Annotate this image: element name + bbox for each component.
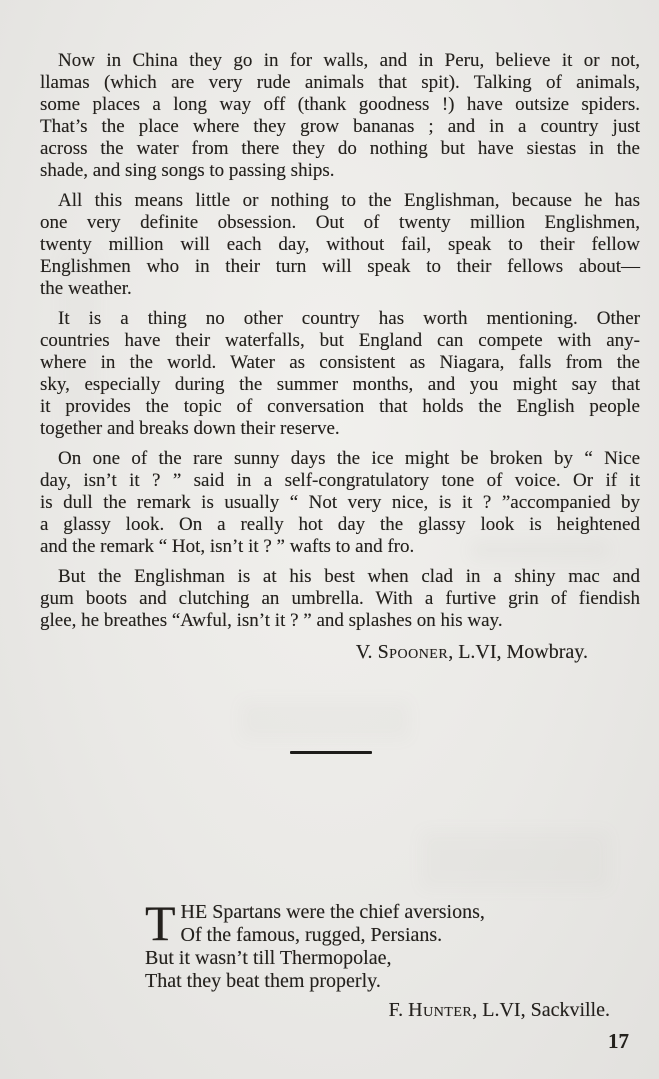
paragraph	[40, 566, 640, 632]
text-line: a glassy look. On a really hot day the glassy look is heightened	[40, 514, 640, 535]
text-line: the weather.	[40, 278, 132, 299]
text-line: and the remark “ Hot, isn’t it ? ” wafts to and fro.	[40, 536, 415, 557]
attribution-name: Hunter	[408, 999, 473, 1021]
page-number: 17	[608, 1029, 629, 1053]
text-line: It is a thing no other country has worth mentioning. Other	[58, 308, 640, 329]
text-line: llamas (which are very rude animals that spit). Talking of animals,	[40, 72, 640, 93]
text-line: Englishmen who in their turn will speak to their fellows about—	[40, 256, 640, 277]
text-line: gum boots and clutching an umbrella. With a furtive grin of fiendish	[40, 588, 640, 609]
text-line: where in the world. Water as consistent as Niagara, falls from the	[40, 352, 640, 373]
text-line: glee, he breathes “Awful, isn’t it ? ” and splashes on his way.	[40, 610, 503, 631]
text-line: shade, and sing songs to passing ships.	[40, 160, 335, 181]
paragraph	[40, 448, 640, 558]
text-line: it provides the topic of conversation that holds the English people	[40, 396, 640, 417]
text-line: That’s the place where they grow bananas ; and in a country just	[40, 116, 640, 137]
poem-body	[145, 895, 610, 993]
text-line: one very definite obsession. Out of twenty million Englishmen,	[40, 212, 640, 233]
text-line: day, isn’t it ? ” said in a self-congratulatory tone of voice. Or if it	[40, 470, 640, 491]
paper-smudge	[240, 700, 410, 740]
poem-line: But it wasn’t till Thermopolae,	[145, 947, 392, 969]
poem-line: That they beat them properly.	[145, 970, 381, 992]
text-line: twenty million will each day, without fail, speak to their fellow	[40, 234, 640, 255]
paragraph	[40, 50, 640, 182]
poem-lines	[145, 895, 610, 993]
poem-line: Of the famous, rugged, Persians.	[180, 924, 443, 946]
text-line: together and breaks down their reserve.	[40, 418, 340, 439]
attribution-rest: , L.VI, Mowbray.	[448, 641, 588, 663]
text-line: On one of the rare sunny days the ice might be broken by “ Nice	[58, 448, 640, 469]
poem-line: HE Spartans were the chief aversions,	[180, 901, 485, 923]
paragraph	[40, 308, 640, 440]
text-line: countries have their waterfalls, but England can compete with any-	[40, 330, 640, 351]
poem-drop-cap: T	[145, 895, 176, 951]
text-line: sky, especially during the summer months, and you might say that	[40, 374, 640, 395]
attribution-rest: , L.VI, Sackville.	[472, 999, 610, 1021]
paragraph	[40, 190, 640, 300]
article-the-weather	[40, 50, 640, 663]
paper-smudge	[420, 830, 610, 890]
attribution-name: Spooner	[377, 641, 449, 663]
text-line: But the Englishman is at his best when clad in a shiny mac and	[58, 566, 640, 587]
article-paragraphs	[40, 50, 640, 632]
poem-attribution	[145, 999, 610, 1022]
text-line: across the water from there they do nothing but have siestas in the	[40, 138, 640, 159]
text-line: some places a long way off (thank goodness !) have outsize spiders.	[40, 94, 640, 115]
section-divider	[290, 751, 372, 754]
poem-spartans	[145, 895, 610, 1022]
text-line: All this means little or nothing to the Englishman, because he has	[58, 190, 640, 211]
text-line: Now in China they go in for walls, and in Peru, believe it or not,	[58, 50, 640, 71]
text-line: is dull the remark is usually “ Not very nice, is it ? ”accompanied by	[40, 492, 640, 513]
attribution-initial: V.	[355, 641, 378, 663]
article-attribution	[40, 641, 640, 663]
attribution-initial: F.	[388, 999, 409, 1021]
